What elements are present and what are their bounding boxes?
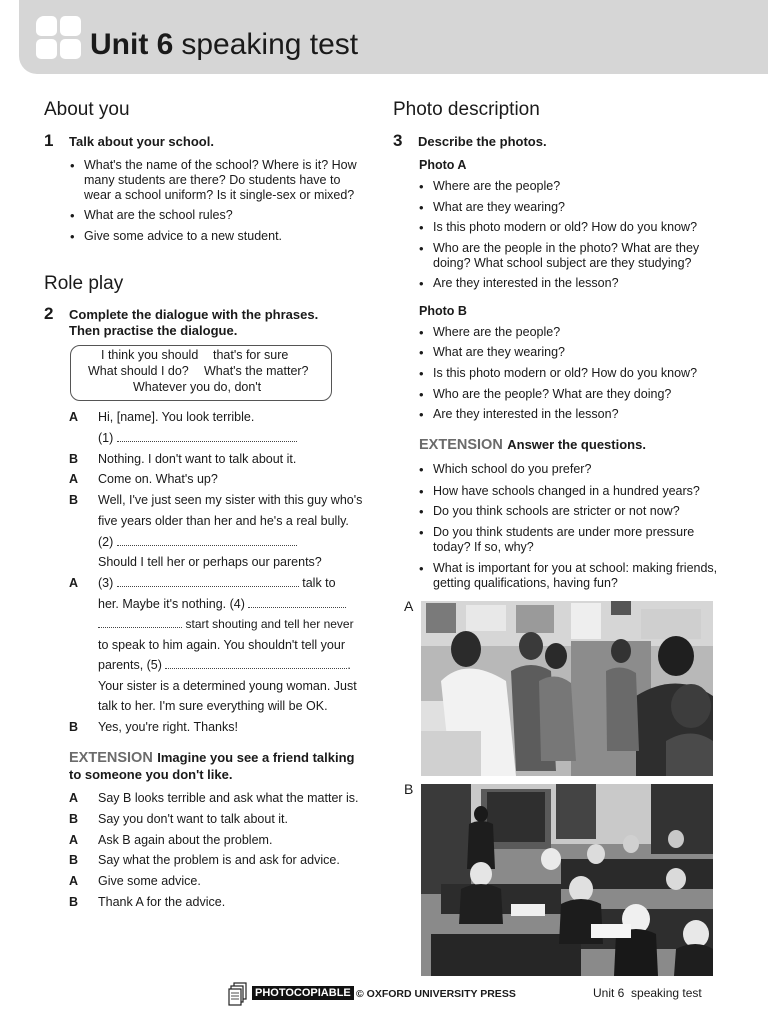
photo-a-subheading: Photo A (419, 158, 467, 172)
dialogue-text: parents, (5) (98, 658, 162, 672)
extension-step: Thank A for the advice. (98, 895, 226, 909)
blank-number: (3) (98, 576, 114, 590)
extension-question: • Do you think students are under more pressure today? If so, why? (433, 525, 718, 555)
dialogue-text: start shouting and tell her never (185, 617, 354, 631)
extension-step: Ask B again about the problem. (98, 833, 273, 847)
question-number-2: 2 (44, 304, 54, 323)
answer-blank-1[interactable] (117, 431, 297, 442)
speaker-label: B (69, 853, 79, 867)
photo-b-question: • Where are the people? (433, 325, 718, 340)
photo-b-subheading: Photo B (419, 304, 467, 318)
dialogue-line: to speak to him again. You shouldn't tell your (98, 638, 345, 652)
about-instruction: Talk about your school. (69, 134, 214, 149)
answer-blank-2[interactable] (117, 535, 297, 546)
extension-question: • Which school do you prefer? (433, 462, 718, 477)
speaker-label: A (69, 833, 79, 847)
answer-blank-4-continued[interactable] (98, 617, 182, 628)
publisher-credit: © OXFORD UNIVERSITY PRESS (356, 988, 516, 1000)
dialogue-line: Well, I've just seen my sister with this guy who's (98, 493, 363, 507)
question-number-1: 1 (44, 131, 54, 150)
dialogue-line: Your sister is a determined young woman. Just (98, 679, 357, 693)
extension-label: EXTENSION (69, 750, 153, 766)
phrase: I think you should (101, 348, 199, 362)
roleplay-extension (69, 749, 354, 767)
photo-a-question: • Is this photo modern or old? How do you know? (433, 220, 718, 235)
about-bullet: • What's the name of the school? Where is it? How many students are there? Do students have to wear a school uniform? Is it single-sex or mixed? (84, 158, 366, 203)
phrase: What's the matter? (204, 364, 309, 378)
photo-instruction: Describe the photos. (418, 134, 547, 149)
extension-question: • What is important for you at school: making friends, getting qualifications, having fun? (433, 561, 718, 591)
extension-instruction: Imagine you see a friend talking (157, 750, 355, 765)
answer-blank-3[interactable] (117, 576, 299, 587)
photo-b-old-classroom (421, 784, 713, 976)
dialogue-line (98, 597, 346, 611)
photo-a-question: • What are they wearing? (433, 200, 718, 215)
phrase: What should I do? (88, 364, 189, 378)
unit-logo-icon (36, 16, 82, 60)
photocopiable-badge (252, 987, 354, 999)
blank-number: (1) (98, 431, 114, 445)
extension-question: • Do you think schools are stricter or not now? (433, 504, 718, 519)
photo-b-question: • What are they wearing? (433, 345, 718, 360)
dialogue-text: her. Maybe it's nothing. (4) (98, 597, 245, 611)
photo-b-question: • Who are the people? What are they doing? (433, 387, 718, 402)
dialogue-line: talk to her. I'm sure everything will be OK. (98, 699, 328, 713)
about-bullet: • What are the school rules? (84, 208, 366, 223)
speaker-label: B (69, 812, 79, 826)
extension-instruction: Answer the questions. (507, 437, 646, 452)
speaker-label: A (69, 472, 79, 486)
photo-a-question: • Where are the people? (433, 179, 718, 194)
about-bullet: • Give some advice to a new student. (84, 229, 366, 244)
footer-page-label: Unit 6 speaking test (593, 986, 702, 1000)
roleplay-instruction-line2: Then practise the dialogue. (69, 323, 238, 338)
answer-blank-5[interactable] (165, 658, 347, 669)
answer-blank-4[interactable] (248, 597, 346, 608)
photo-a-question: • Are they interested in the lesson? (433, 276, 718, 291)
question-number-3: 3 (393, 131, 403, 150)
about-heading: About you (44, 99, 130, 120)
extension-question: • How have schools changed in a hundred years? (433, 484, 718, 499)
photocopiable-label: PHOTOCOPIABLE (252, 986, 354, 1000)
photo-description-heading: Photo description (393, 99, 540, 120)
dialogue-line (98, 658, 351, 672)
photo-a-letter: A (404, 598, 414, 614)
extension-instruction-line2: to someone you don't like. (69, 767, 233, 782)
speaker-label: B (69, 720, 79, 734)
photocopy-icon (228, 982, 248, 1009)
dialogue-line (98, 617, 354, 631)
speaker-label: B (69, 452, 79, 466)
dialogue-line: Nothing. I don't want to talk about it. (98, 452, 297, 466)
extension-step: Give some advice. (98, 874, 201, 888)
photo-extension (419, 436, 646, 454)
blank-number: (2) (98, 535, 114, 549)
dialogue-continuation: talk to (302, 576, 336, 590)
photo-b-question: • Are they interested in the lesson? (433, 407, 718, 422)
speaker-label: A (69, 410, 79, 424)
dialogue-line: Should I tell her or perhaps our parents? (98, 555, 322, 569)
extension-step: Say B looks terrible and ask what the matter is. (98, 791, 359, 805)
phrase: Whatever you do, don't (133, 380, 262, 394)
speaker-label: B (69, 895, 79, 909)
extension-step: Say you don't want to talk about it. (98, 812, 289, 826)
dialogue-continuation: . (347, 658, 351, 672)
extension-label: EXTENSION (419, 437, 503, 453)
dialogue-line (98, 431, 297, 445)
phrase: that's for sure (213, 348, 289, 362)
dialogue-line: Yes, you're right. Thanks! (98, 720, 238, 734)
dialogue-line (98, 535, 297, 549)
page-title: Unit 6 speaking test (90, 28, 359, 61)
photo-a-question: • Who are the people in the photo? What are they doing? What school subject are they studying? (433, 241, 718, 271)
dialogue-line: Come on. What's up? (98, 472, 218, 486)
speaker-label: A (69, 576, 79, 590)
dialogue-line (98, 576, 336, 590)
speaker-label: A (69, 874, 79, 888)
roleplay-heading: Role play (44, 273, 124, 294)
speaker-label: A (69, 791, 79, 805)
dialogue-line: five years older than her and he's a real bully. (98, 514, 349, 528)
photo-b-letter: B (404, 781, 414, 797)
extension-step: Say what the problem is and ask for advice. (98, 853, 340, 867)
dialogue-line: Hi, [name]. You look terrible. (98, 410, 255, 424)
speaker-label: B (69, 493, 79, 507)
photo-a-modern-classroom (421, 601, 713, 776)
roleplay-instruction-line1: Complete the dialogue with the phrases. (69, 307, 319, 322)
photo-b-question: • Is this photo modern or old? How do you know? (433, 366, 718, 381)
